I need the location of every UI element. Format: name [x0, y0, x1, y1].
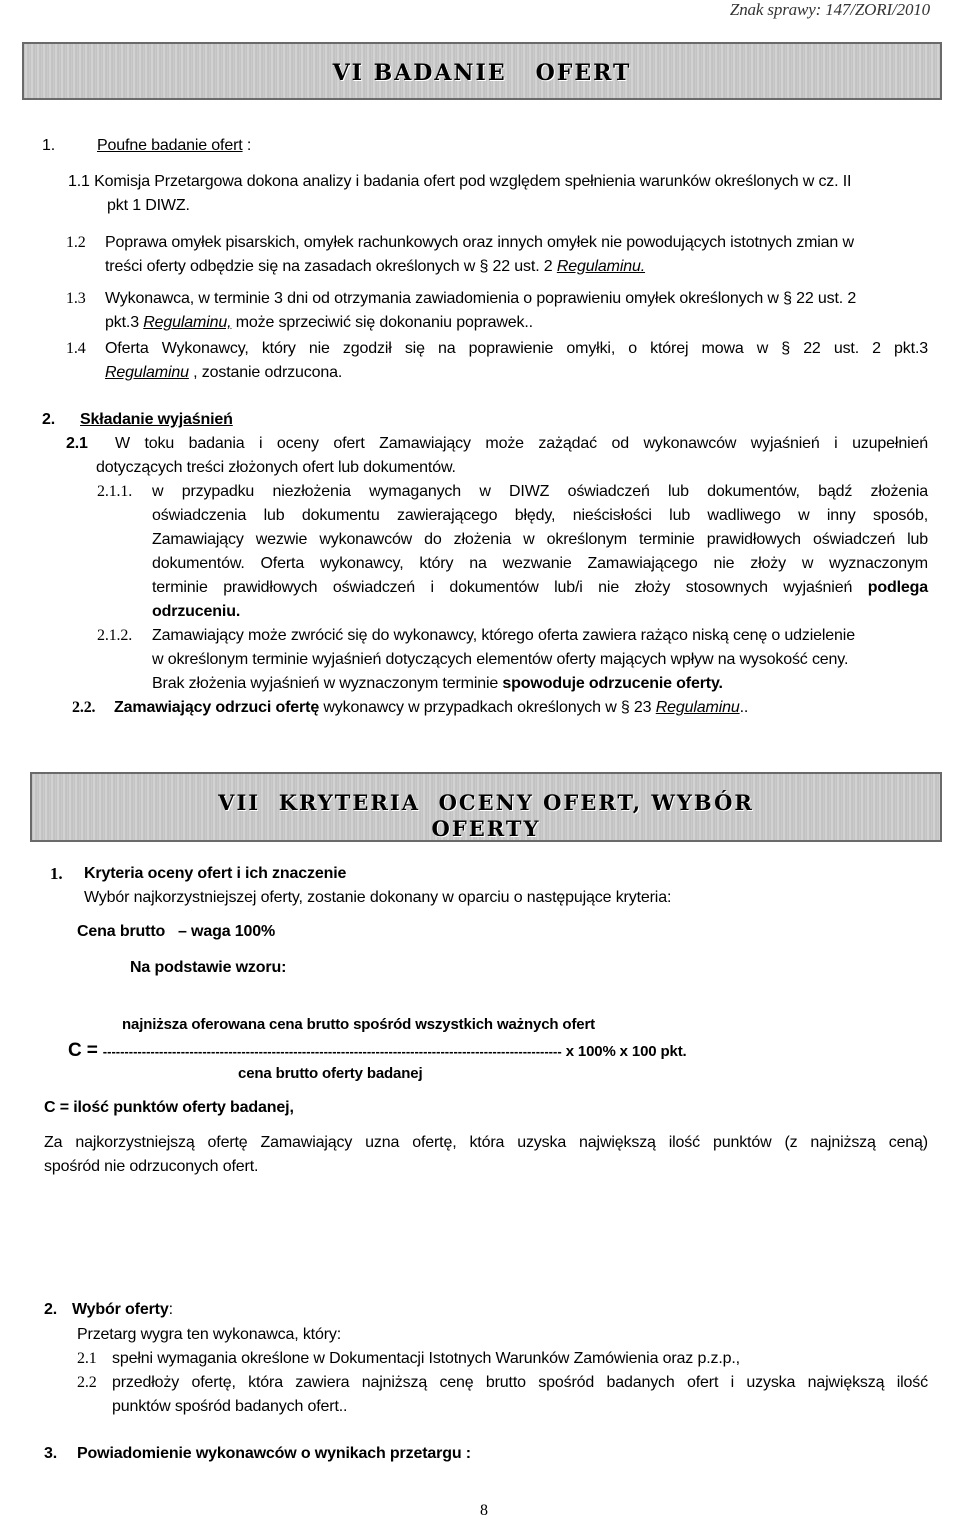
- best-offer-line-1: Za najkorzystniejszą ofertę Zamawiający uzna ofertę, która uzyska największą ilość punktów (z najniższą ceną): [44, 1134, 928, 1151]
- item-2-1-1-line-1: w przypadku niezłożenia wymaganych w DIWZ oświadczeń lub dokumentów, bądź złożenia: [152, 483, 928, 500]
- item-1-number: 1.: [42, 137, 56, 154]
- item-1-3-line-1: Wykonawca, w terminie 3 dni od otrzymania zawiadomienia o poprawieniu omyłek określonych w § 22 ust. 2: [105, 290, 857, 307]
- item-2-1-number: 2.1: [66, 435, 88, 452]
- selection-2-1-text: spełni wymagania określone w Dokumentacji Istotnych Warunków Zamówienia oraz p.z.p.,: [112, 1350, 740, 1367]
- selection-2-2-line-1: przedłoży ofertę, która zawiera najniższą cenę brutto spośród badanych ofert i uzyska największą ilość: [112, 1374, 928, 1391]
- item-1-1-line-1: 1.1 Komisja Przetargowa dokona analizy i badania ofert pod względem spełnienia warunków określonych w cz. II: [68, 173, 852, 190]
- criteria-title: Kryteria oceny ofert i ich znaczenie: [84, 865, 347, 882]
- regulamin-reference: Regulaminu: [655, 699, 740, 716]
- item-2-1-1-line-4: dokumentów. Oferta wykonawcy, który na wezwanie Zamawiającego nie złoży w wyznaczonym: [152, 555, 928, 572]
- selection-2-2-number: 2.2: [77, 1374, 97, 1391]
- item-2-1-line-1: W toku badania i oceny ofert Zamawiający może zażądać od wykonawców wyjaśnień i uzupełnień: [115, 435, 928, 452]
- regulamin-reference: Regulaminu.: [556, 258, 646, 275]
- section-6-banner: [22, 42, 942, 100]
- item-2-title: Składanie wyjaśnień: [80, 411, 233, 428]
- formula-intro: Na podstawie wzoru:: [130, 959, 287, 976]
- item-2-1-1-number: 2.1.1.: [97, 483, 133, 500]
- formula-numerator: najniższa oferowana cena brutto spośród wszystkich ważnych ofert: [122, 1016, 596, 1033]
- best-offer-line-2: spośród nie odrzuconych ofert.: [44, 1158, 259, 1175]
- item-1-2-line-2: [105, 257, 645, 277]
- c-definition: C = ilość punktów oferty badanej,: [44, 1099, 294, 1116]
- item-1-4-line-1: Oferta Wykonawcy, który nie zgodził się na poprawienie omyłki, o której mowa w § 22 ust. 2 pkt.3: [105, 340, 928, 357]
- selection-number: 2.: [44, 1301, 58, 1318]
- selection-intro: Przetarg wygra ten wykonawca, który:: [77, 1326, 342, 1343]
- formula-c: C =: [68, 1040, 103, 1061]
- selection-heading: [72, 1300, 173, 1320]
- item-2-number: 2.: [42, 411, 56, 428]
- criteria-intro: Wybór najkorzystniejszej oferty, zostanie dokonany w oparciu o następujące kryteria:: [84, 889, 672, 906]
- item-2-2-number: 2.2.: [72, 699, 96, 716]
- item-2-1-1-emphasis: podlega: [867, 579, 928, 596]
- regulamin-reference: Regulaminu,: [143, 314, 232, 331]
- item-2-1-1-line-5: [152, 578, 928, 598]
- notification-title: Powiadomienie wykonawców o wynikach przetargu :: [77, 1445, 471, 1462]
- item-1-4-number: 1.4: [66, 340, 86, 357]
- item-2-1-line-2: dotyczących treści złożonych ofert lub dokumentów.: [96, 459, 456, 476]
- formula-denominator: cena brutto oferty badanej: [238, 1065, 423, 1082]
- item-2-1-2-line-3: [152, 674, 723, 694]
- item-2-1-1-line-6: odrzuceniu.: [152, 603, 241, 620]
- section-6-title: VI BADANIE OFERT: [332, 60, 632, 86]
- criteria-number: 1.: [50, 864, 63, 883]
- item-1-4-text: , zostanie odrzucona.: [188, 364, 343, 381]
- formula-row: [68, 1041, 687, 1062]
- item-1-title: Poufne badanie ofert: [97, 137, 243, 154]
- item-2-1-2-text: Brak złożenia wyjaśnień w wyznaczonym terminie: [152, 675, 503, 692]
- formula-multiplier: x 100% x 100 pkt.: [561, 1043, 687, 1060]
- section-7-banner: [30, 772, 942, 842]
- page-number: 8: [480, 1502, 488, 1519]
- item-2-2-line: [114, 698, 748, 718]
- item-1-2-line-1: Poprawa omyłek pisarskich, omyłek rachunkowych oraz innych omyłek nie powodujących istotnych zmian w: [105, 234, 854, 251]
- item-2-1-2-line-2: w określonym terminie wyjaśnień dotyczących elementów oferty mających wpływ na wysokość ceny.: [152, 651, 849, 668]
- formula-fraction-line: ----------------------------------------------------------------------------------------------------------: [102, 1044, 562, 1059]
- case-reference: Znak sprawy: 147/ZORI/2010: [729, 0, 930, 19]
- item-1-2-number: 1.2: [66, 234, 86, 251]
- selection-title: Wybór oferty: [72, 1301, 169, 1318]
- selection-2-1-number: 2.1: [77, 1350, 97, 1367]
- item-1-3-line-2: [105, 313, 533, 333]
- regulamin-reference: Regulaminu: [105, 364, 189, 381]
- section-7-title-line-1: VII KRYTERIA OCENY OFERT, WYBÓR: [218, 790, 754, 815]
- item-2-2-emphasis: Zamawiający odrzuci ofertę: [114, 699, 320, 716]
- item-2-1-2-emphasis: spowoduje odrzucenie oferty.: [502, 675, 723, 692]
- item-2-1-1-line-3: Zamawiający wezwie wykonawców do złożenia w określonym terminie prawidłowych oświadczeń lub: [152, 531, 928, 548]
- item-1-3-text: pkt.3: [105, 314, 144, 331]
- selection-colon: :: [168, 1301, 173, 1318]
- price-criterion: Cena brutto – waga 100%: [77, 923, 276, 940]
- item-2-1-2-line-1: Zamawiający może zwrócić się do wykonawcy, którego oferta zawiera rażąco niską cenę o udzielenie: [152, 627, 855, 644]
- selection-2-2-line-2: punktów spośród badanych ofert..: [112, 1398, 348, 1415]
- item-1-heading: [97, 136, 251, 156]
- item-1-1-line-2: pkt 1 DIWZ.: [107, 197, 190, 214]
- item-2-1-2-number: 2.1.2.: [97, 627, 133, 644]
- item-1-3-text-end: może sprzeciwić się dokonaniu poprawek..: [231, 314, 533, 331]
- item-2-2-text-end: ..: [739, 699, 749, 716]
- item-1-4-line-2: [105, 363, 342, 383]
- item-1-colon: :: [242, 137, 252, 154]
- notification-number: 3.: [44, 1445, 58, 1462]
- section-7-title-line-2: OFERTY: [431, 816, 541, 841]
- item-1-3-number: 1.3: [66, 290, 86, 307]
- item-2-2-text: wykonawcy w przypadkach określonych w § 23: [319, 699, 656, 716]
- item-2-1-1-line-2: oświadczenia lub dokumentu zawierającego błędy, nieścisłości lub wadliwego w inny sposób,: [152, 507, 928, 524]
- item-1-2-text: treści oferty odbędzie się na zasadach określonych w § 22 ust. 2: [105, 258, 557, 275]
- item-2-1-1-text: terminie prawidłowych oświadczeń i dokumentów lub/i nie złoży stosownych wyjaśnień: [152, 579, 868, 596]
